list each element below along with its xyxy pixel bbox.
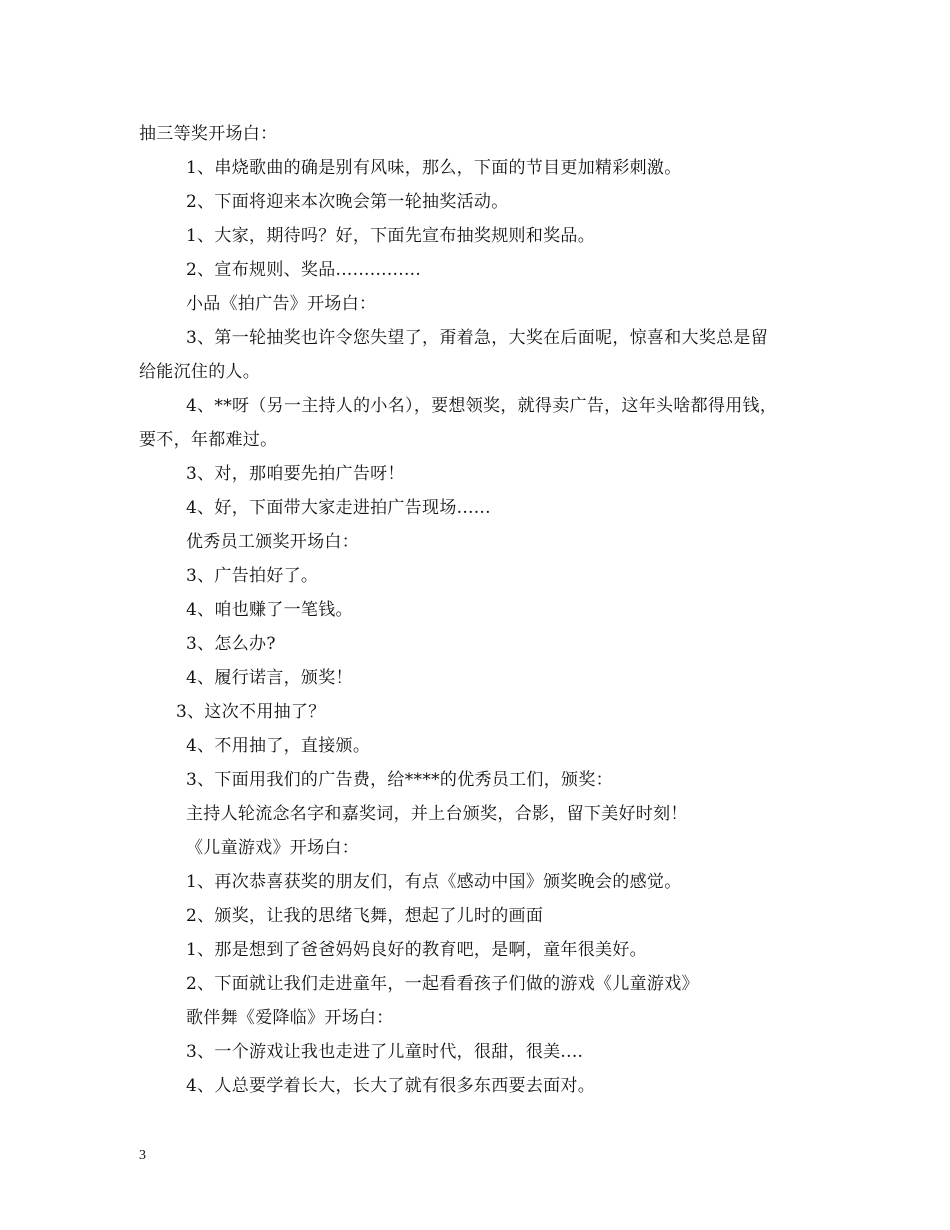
text-line: 3、怎么办? xyxy=(186,634,276,654)
text-line: 3、下面用我们的广告费，给****的优秀员工们，颁奖： xyxy=(186,770,613,790)
text-line: 1、大家，期待吗？好，下面先宣布抽奖规则和奖品。 xyxy=(186,226,596,246)
text-line: 1、那是想到了爸爸妈妈良好的教育吧，是啊，童年很美好。 xyxy=(186,940,647,960)
text-line: 1、串烧歌曲的确是别有风味，那么，下面的节目更加精彩刺激。 xyxy=(186,158,682,178)
text-line: 2、宣布规则、奖品............... xyxy=(186,260,422,280)
text-line: 小品《拍广告》开场白： xyxy=(186,294,377,314)
text-line: 抽三等奖开场白： xyxy=(139,124,278,144)
text-line: 4、好，下面带大家走进拍广告现场...... xyxy=(186,498,491,518)
text-line: 3、这次不用抽了？ xyxy=(176,702,326,722)
text-line: 4、咱也赚了一笔钱。 xyxy=(186,600,353,620)
text-line: 4、履行诺言，颁奖！ xyxy=(186,668,353,688)
text-line: 优秀员工颁奖开场白： xyxy=(186,532,359,552)
text-line: 2、下面就让我们走进童年，一起看看孩子们做的游戏《儿童游戏》 xyxy=(186,974,699,994)
text-line: 给能沉住的人。 xyxy=(139,362,261,382)
text-line: 3、广告拍好了。 xyxy=(186,566,319,586)
text-line: 3、第一轮抽奖也许令您失望了，甭着急，大奖在后面呢，惊喜和大奖总是留 xyxy=(186,328,769,348)
text-line: 主持人轮流念名字和嘉奖词，并上台颁奖，合影，留下美好时刻！ xyxy=(186,804,688,824)
text-line: 2、下面将迎来本次晚会第一轮抽奖活动。 xyxy=(186,192,509,212)
text-line: 4、**呀（另一主持人的小名），要想领奖，就得卖广告，这年头啥都得用钱， xyxy=(186,396,778,416)
text-line: 2、颁奖，让我的思绪飞舞，想起了儿时的画面 xyxy=(186,906,544,926)
text-line: 歌伴舞《爱降临》开场白： xyxy=(186,1008,394,1028)
text-line: 1、再次恭喜获奖的朋友们，有点《感动中国》颁奖晚会的感觉。 xyxy=(186,872,682,892)
text-line: 4、人总要学着长大，长大了就有很多东西要去面对。 xyxy=(186,1076,596,1096)
text-line: 《儿童游戏》开场白： xyxy=(186,838,359,858)
text-line: 4、不用抽了，直接颁。 xyxy=(186,736,371,756)
text-line: 3、对，那咱要先拍广告呀！ xyxy=(186,464,405,484)
text-line: 3、一个游戏让我也走进了儿童时代，很甜，很美.... xyxy=(186,1042,584,1062)
document-body xyxy=(139,117,829,1103)
text-line: 要不，年都难过。 xyxy=(139,430,278,450)
page-number: 3 xyxy=(139,1148,146,1163)
